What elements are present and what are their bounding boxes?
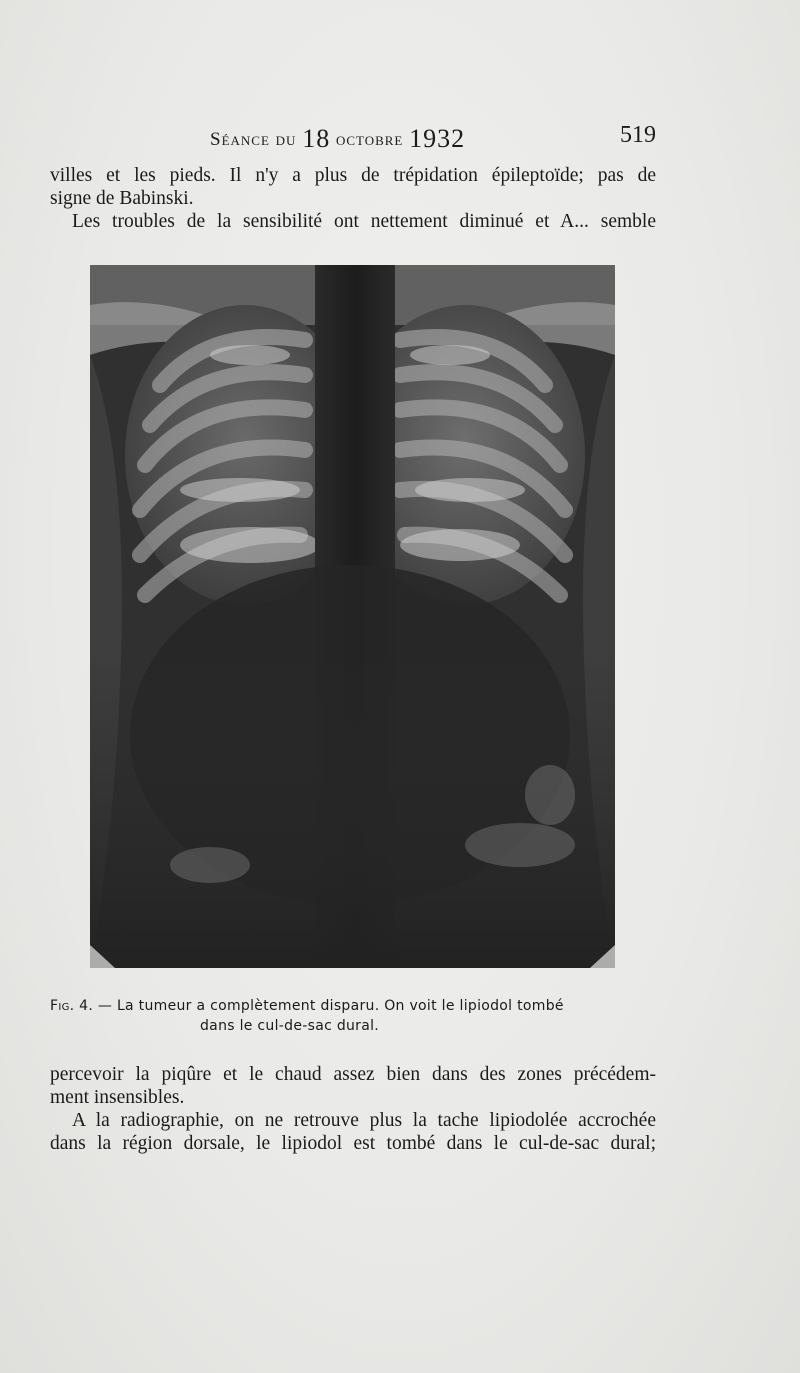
text-line: Les troubles de la sensibilité ont nettement diminué et A... semble: [72, 211, 656, 232]
running-title-day: 18: [302, 124, 331, 153]
figure-caption: [50, 996, 656, 1036]
chest-radiograph-figure: [90, 265, 615, 968]
running-header: [50, 118, 656, 152]
text-line: ment insensibles.: [50, 1087, 185, 1108]
running-title: [210, 122, 465, 152]
radiograph-image: [90, 265, 615, 968]
text-line: dans la région dorsale, le lipiodol est tombé dans le cul-de-sac dural;: [50, 1133, 656, 1154]
caption-line-1: [50, 996, 656, 1016]
running-title-prefix: Séance du: [210, 129, 297, 150]
text-line: signe de Babinski.: [50, 188, 194, 209]
page-number: 519: [620, 122, 656, 148]
running-title-month: octobre: [335, 129, 404, 150]
top-paragraph: [50, 164, 656, 233]
text-line: villes et les pieds. Il n'y a plus de trépidation épileptoïde; pas de: [50, 165, 656, 186]
bottom-paragraph: [50, 1063, 656, 1155]
text-line: A la radiographie, on ne retrouve plus la tache lipiodolée accrochée: [72, 1110, 656, 1131]
caption-text-1: La tumeur a complètement disparu. On voit le lipiodol tombé: [116, 998, 564, 1014]
running-title-year: 1932: [409, 124, 466, 153]
caption-line-2: dans le cul-de-sac dural.: [200, 1018, 380, 1034]
caption-dash: —: [97, 998, 113, 1014]
text-line: percevoir la piqûre et le chaud assez bien dans des zones précédem-: [50, 1064, 656, 1085]
figure-label: Fig. 4.: [50, 998, 94, 1014]
